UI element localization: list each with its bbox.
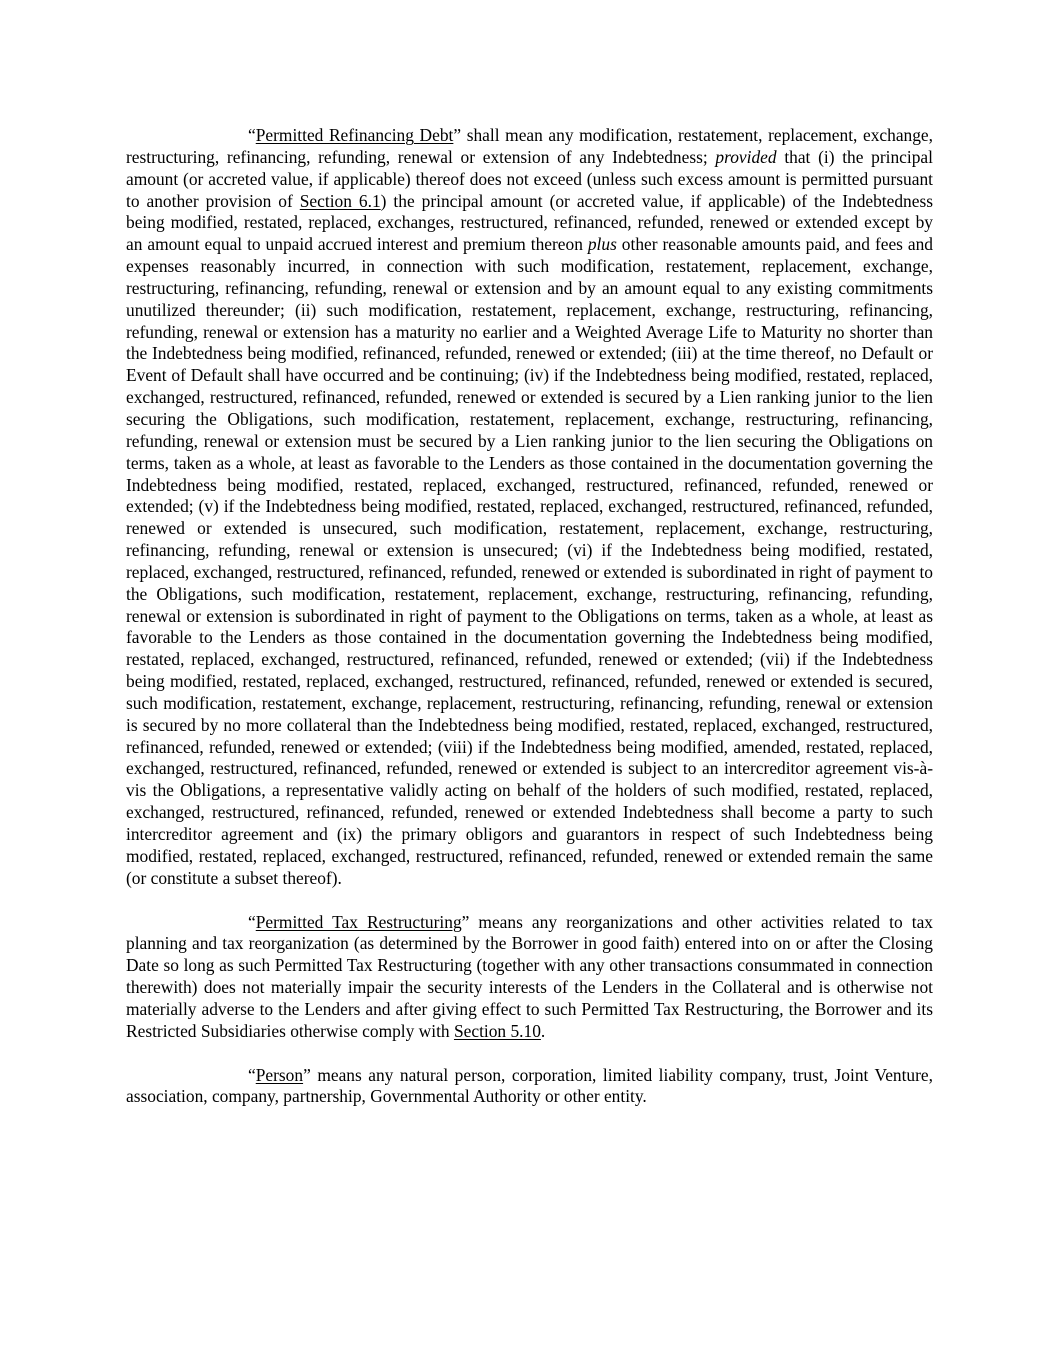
defined-term: Person [255,1064,304,1085]
close-quote: ” [461,911,470,932]
definition-text: shall mean any modification, restatement, replacement, exchange, restructuring, refinancing, refunding, renewal or extension of any Indebtedness; [126,125,933,167]
defined-term: Permitted Refinancing Debt [255,125,454,145]
open-quote: “ [248,911,256,932]
open-quote: “ [248,1064,256,1085]
close-quote: ” [303,1064,311,1085]
italic-emphasis: provided [715,146,777,167]
italic-emphasis: plus [587,234,617,255]
section-reference: Section 6.1 [299,190,381,211]
definition-permitted-refinancing-debt [126,125,933,890]
close-quote: ” [453,125,462,145]
definition-permitted-tax-restructuring [126,912,933,1043]
document-page [126,125,933,1130]
definition-text: means any reorganizations and other activities related to tax planning and tax reorganization (as determined by the Borrower in good faith) entered into on or after the Closing Date so long as such Permitted Tax Restructuring (together with any other transactions consummated in connection therewith) does not materially impair the security interests of the Lenders in the Collateral and is otherwise not materially adverse to the Lenders and after giving effect to such Permitted Tax Restructuring, the Borrower and its Restricted Subsidiaries otherwise comply with [126,911,933,1041]
definition-text: that (i) the principal amount (or accreted value, if applicable) thereof does not exceed (unless such excess amount is permitted pursuant to another provision of [126,146,933,211]
section-reference: Section 5.10 [453,1020,541,1041]
definition-text: means any natural person, corporation, limited liability company, trust, Joint Venture, association, company, partnership, Governmental Authority or other entity. [126,1064,933,1107]
definition-person [126,1065,933,1109]
open-quote: “ [248,125,256,145]
definition-text: other reasonable amounts paid, and fees and expenses reasonably incurred, in connection with such modification, restatement, replacement, exchange, restructuring, refinancing, refunding, renewal or extension and by an amount equal to any existing commitments unutilized thereunder; (ii) such modification, restatement, replacement, exchange, restructuring, refinancing, refunding, renewal or extension has a maturity no earlier and a Weighted Average Life to Maturity no shorter than the Indebtedness being modified, refinanced, refunded, renewed or extended; (iii) at the time thereof, no Default or Event of Default shall have occurred and be continuing; (iv) if the Indebtedness being modified, restated, replaced, exchanged, restructured, refinanced, refunded, renewed or extended is secured by a Lien ranking junior to the lien securing the Obligations, such modification, restatement, replacement, exchange, restructuring, refinancing, refunding, renewal or extension must be secured by a Lien ranking junior to the lien securing the Obligations on terms, taken as a whole, at least as favorable to the Lenders as those contained in the documentation governing the Indebtedness being modified, restated, replaced, exchanged, restructured, refinanced, refunded, renewed or extended; (v) if the Indebtedness being modified, restated, replaced, exchanged, restructured, refinanced, refunded, renewed or extended is unsecured, such modification, restatement, replacement, exchange, restructuring, refinancing, refunding, renewal or extension is unsecured; (vi) if the Indebtedness being modified, restated, replaced, exchanged, restructured, refinanced, refunded, renewed or extended is subordinated in right of payment to the Obligations, such modification, restatement, replacement, exchange, restructuring, refinancing, refunding, renewal or extension is subordinated in right of payment to the Obligations on terms, taken as a whole, at least as favorable to the Lenders as those contained in the documentation governing the Indebtedness being modified, restated, replaced, exchanged, restructured, refinanced, refunded, renewed or extended; (vii) if the Indebtedness being modified, restated, replaced, exchanged, restructured, refinanced, refunded, renewed or extended is secured, such modification, restatement, exchange, replacement, restructuring, refinancing, refunding, renewal or extension is secured by no more collateral than the Indebtedness being modified, restated, replaced, exchanged, restructured, refinanced, refunded, renewed or extended; (viii) if the Indebtedness being modified, amended, restated, replaced, exchanged, restructured, refinanced, refunded, renewed or extended is subject to an intercreditor agreement vis-à-vis the Obligations, a representative validly acting on behalf of the holders of such modified, restated, replaced, exchanged, restructured, refinanced, refunded, renewed or extended Indebtedness shall become a party to such intercreditor agreement and (ix) the primary obligors and guarantors in respect of such Indebtedness being modified, restated, replaced, exchanged, restructured, refinanced, refunded, renewed or extended remain the same (or constitute a subset thereof). [126,234,934,888]
defined-term: Permitted Tax Restructuring [255,911,462,932]
definition-text: ) the principal amount (or accreted value, if applicable) of the Indebtedness being modified, restated, replaced, exchanges, restructured, refinanced, refunded, renewed or extended except by an amount equal to unpaid accrued interest and premium thereon [126,190,933,255]
definition-text: . [540,1020,546,1041]
